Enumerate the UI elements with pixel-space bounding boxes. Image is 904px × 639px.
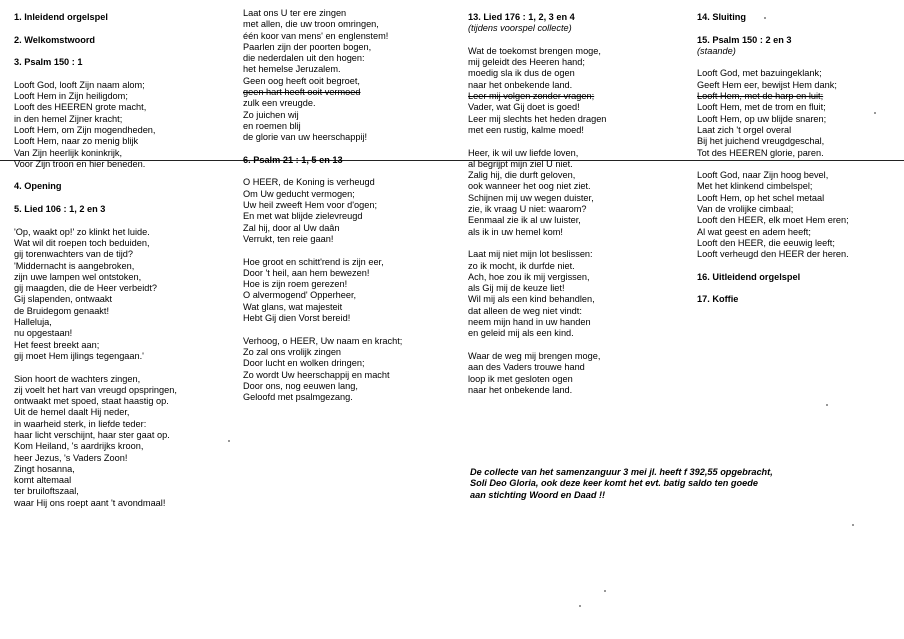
verse-line: Laat mij niet mijn lot beslissen: — [468, 249, 593, 260]
heading-15: 15. Psalm 150 : 2 en 3 — [697, 34, 792, 45]
verse-line: zo ik mocht, ik durfde niet. — [468, 260, 575, 271]
verse-line: naar het onbekende land. — [468, 384, 573, 395]
verse-line: Looft God, naar Zijn hoog bevel, — [697, 170, 829, 181]
verse-line: Eenmaal zie ik al uw luister, — [468, 215, 581, 226]
verse-line: Zingt hosanna, — [14, 463, 75, 474]
note-line: Soli Deo Gloria, ook deze keer komt het evt. batig saldo ten goede — [470, 478, 758, 489]
heading-4: 4. Opening — [14, 181, 62, 192]
verse-line: Het feest breekt aan; — [14, 339, 100, 350]
verse-line: de Bruidegom genaakt! — [14, 305, 110, 316]
heading-6: 6. Psalm 21 : 1, 5 en 13 — [243, 154, 343, 165]
verse-line: Halleluja, — [14, 317, 52, 328]
verse-line: naar het onbekende land. — [468, 79, 573, 90]
verse-line: ontwaakt met spoed, staat haastig op. — [14, 396, 169, 407]
verse-line: één koor van mens' en englenstem! — [243, 30, 389, 41]
verse-line: 'Op, waakt op!' zo klinkt het luide. — [14, 226, 150, 237]
verse-line: Tot des HEEREN glorie, paren. — [697, 147, 824, 158]
verse-line: ook wanneer het oog niet ziet. — [468, 181, 591, 192]
verse-line: loop ik met gesloten ogen — [468, 373, 573, 384]
verse-line: Van Zijn heerlijk koninkrijk, — [14, 147, 123, 158]
verse-line: Door lucht en wolken dringen; — [243, 358, 365, 369]
verse-line: Voor Zijn troon en hier beneden. — [14, 158, 146, 169]
verse-line: Al wat geest en adem heeft; — [697, 226, 811, 237]
verse-line: Hebt Gij dien Vorst bereid! — [243, 313, 351, 324]
verse-psalm150-2 — [697, 68, 902, 158]
verse-line: Geloofd met psalmgezang. — [243, 392, 353, 403]
heading-1: 1. Inleidend orgelspel — [14, 12, 108, 22]
verse-line: O HEER, de Koning is verheugd — [243, 177, 375, 188]
verse-line: Looft Hem, op uw blijde snaren; — [697, 113, 827, 124]
verse-line: en geleid mij als een kind. — [468, 328, 574, 339]
heading-16: 16. Uitleidend orgelspel — [697, 271, 801, 282]
verse-line: Looft God, met bazuingeklank; — [697, 68, 822, 79]
verse-lied176-4 — [468, 351, 693, 396]
note-line: De collecte van het samenzanguur 3 mei jl. heeft f 392,55 opgebracht, — [470, 467, 773, 477]
verse-line: 'Middernacht is aangebroken, — [14, 260, 135, 271]
verse-line: Hoe groot en schitt'rend is zijn eer, — [243, 256, 384, 267]
verse-line: Looft Hem, met de harp en luit; — [697, 91, 824, 102]
verse-line: Looft den HEER, die eeuwig leeft; — [697, 237, 835, 248]
verse-line: Van de vrolijke cimbaal; — [697, 204, 794, 215]
verse-line: Wat de toekomst brengen moge, — [468, 45, 601, 56]
scan-speck — [604, 590, 606, 592]
heading-13-subtitle: (tijdens voorspel collecte) — [468, 23, 572, 34]
verse-line: Wil mij als een kind behandlen, — [468, 294, 595, 305]
verse-line: komt altemaal — [14, 475, 72, 486]
verse-line: als Gij mij de keuze liet! — [468, 283, 565, 294]
column-1 — [14, 12, 239, 509]
scan-speck — [852, 524, 854, 526]
verse-line: Schijnen mij uw wegen duister, — [468, 192, 594, 203]
column-2 — [243, 8, 468, 403]
verse-line: Leer mij volgen zonder vragen; — [468, 91, 595, 102]
note-line: aan stichting Woord en Daad !! — [470, 489, 606, 500]
verse-lied176-3 — [468, 249, 693, 339]
verse-line: Looft des HEEREN grote macht, — [14, 102, 147, 113]
verse-line: Looft Hem, op het schel metaal — [697, 192, 825, 203]
verse-line: zulk een vreugde. — [243, 98, 316, 109]
verse-line: Waar de weg mij brengen moge, — [468, 350, 601, 361]
verse-line: ter bruiloftszaal, — [14, 486, 79, 497]
verse-line: Wat wil dit roepen toch beduiden, — [14, 237, 150, 248]
verse-psalm150-1 — [14, 80, 239, 170]
verse-line: haar licht verschijnt, haar ster gaat op. — [14, 429, 170, 440]
verse-line: Om Uw geducht vermogen; — [243, 188, 355, 199]
heading-17: 17. Koffie — [697, 294, 739, 305]
verse-line: En met wat blijde zielevreugd — [243, 211, 363, 222]
heading-14: 14. Sluiting — [697, 12, 747, 22]
column-4 — [697, 12, 902, 306]
verse-line: het hemelse Jeruzalem. — [243, 64, 341, 75]
verse-line: Geeft Hem eer, bewijst Hem dank; — [697, 79, 837, 90]
verse-line: Verrukt, ten reie gaan! — [243, 233, 334, 244]
verse-line: Zo juichen wij — [243, 109, 299, 120]
verse-line: met allen, die uw troon omringen, — [243, 19, 379, 30]
verse-line: aan des Vaders trouwe hand — [468, 362, 585, 373]
verse-line: Sion hoort de wachters zingen, — [14, 373, 141, 384]
scan-speck — [874, 112, 876, 114]
verse-line: waar Hij ons roept aant 't avondmaal! — [14, 497, 166, 508]
heading-15-subtitle: (staande) — [697, 45, 736, 56]
heading-2: 2. Welkomstwoord — [14, 34, 96, 45]
verse-line: Looft Hem, om Zijn mogendheden, — [14, 124, 156, 135]
verse-line: Leer mij slechts het heden dragen — [468, 113, 607, 124]
verse-lied176-1 — [468, 46, 693, 136]
verse-line: Paarlen zijn der poorten bogen, — [243, 41, 372, 52]
verse-line: gij maagden, die de Heer verbeidt? — [14, 283, 158, 294]
verse-line: Laat zich 't orgel overal — [697, 124, 792, 135]
verse-lied176-2 — [468, 148, 693, 238]
verse-line: Zo zal ons vrolijk zingen — [243, 346, 342, 357]
verse-line: Vader, wat Gij doet is goed! — [468, 102, 580, 113]
scan-speck — [826, 404, 828, 406]
verse-line: dat alleen de weg niet vindt: — [468, 305, 582, 316]
scan-speck — [579, 605, 581, 607]
verse-line: Laat ons U ter ere zingen — [243, 8, 347, 18]
verse-line: Looft Hem, naar zo menig blijk — [14, 136, 139, 147]
collection-note — [470, 467, 890, 501]
verse-line: Heer, ik wil uw liefde loven, — [468, 147, 579, 158]
verse-line: Geen oog heeft ooit begroet, — [243, 75, 360, 86]
verse-lied106-1 — [14, 227, 239, 363]
verse-line: Kom Heiland, 's aardrijks kroon, — [14, 441, 144, 452]
verse-line: Gij slapenden, ontwaakt — [14, 294, 113, 305]
verse-line: moedig sla ik dus de ogen — [468, 68, 575, 79]
verse-lied106-2 — [14, 374, 239, 510]
verse-line: Zal hij, door al Uw daân — [243, 222, 340, 233]
verse-line: Looft Hem, met de trom en fluit; — [697, 102, 826, 113]
verse-line: geen hart heeft ooit vermoed — [243, 87, 361, 98]
verse-line: gij moet Hem ijlings tegengaan.' — [14, 350, 144, 361]
heading-5: 5. Lied 106 : 1, 2 en 3 — [14, 204, 106, 215]
verse-line: al begrijpt mijn ziel U niet. — [468, 158, 573, 169]
verse-line: Bij het juichend vreugdgeschal, — [697, 136, 825, 147]
heading-3: 3. Psalm 150 : 1 — [14, 57, 83, 68]
verse-line: met een rustig, kalme moed! — [468, 124, 584, 135]
verse-line: Hoe is zijn roem gerezen! — [243, 279, 348, 290]
verse-line: Uit de hemel daalt Hij neder, — [14, 407, 130, 418]
verse-line: O alvermogend' Opperheer, — [243, 290, 357, 301]
verse-line: Uw heil zweeft Hem voor d'ogen; — [243, 200, 378, 211]
verse-line: zijn uwe lampen wel ontstoken, — [14, 271, 142, 282]
verse-psalm21-5 — [243, 257, 468, 325]
verse-line: in den hemel Zijner kracht; — [14, 113, 123, 124]
verse-lied106-3 — [243, 8, 468, 144]
verse-line: Looft God, looft Zijn naam alom; — [14, 79, 145, 90]
verse-line: heer Jezus, 's Vaders Zoon! — [14, 452, 128, 463]
verse-line: Met het klinkend cimbelspel; — [697, 181, 813, 192]
verse-line: Zalig hij, die durft geloven, — [468, 170, 576, 181]
verse-line: die nederdalen uit den hogen: — [243, 53, 365, 64]
verse-line: zij voelt het hart van vreugd opspringen, — [14, 384, 177, 395]
verse-line: als ik in uw hemel kom! — [468, 226, 563, 237]
verse-line: Verhoog, o HEER, Uw naam en kracht; — [243, 335, 403, 346]
verse-line: Ach, hoe zou ik mij vergissen, — [468, 271, 590, 282]
verse-line: Door ons, nog eeuwen lang, — [243, 380, 358, 391]
column-3 — [468, 12, 693, 396]
verse-line: in waarheid sterk, in liefde teder: — [14, 418, 147, 429]
verse-line: Looft den HEER, elk moet Hem eren; — [697, 215, 849, 226]
verse-line: nu opgestaan! — [14, 328, 73, 339]
verse-line: de glorie van uw heerschappij! — [243, 132, 368, 143]
verse-line: Zo wordt Uw heerschappij en macht — [243, 369, 390, 380]
verse-line: zie, ik vraag U niet: waarom? — [468, 204, 587, 215]
scan-speck — [764, 17, 766, 19]
verse-line: en roemen blij — [243, 120, 301, 131]
verse-line: Looft Hem in Zijn heiligdom; — [14, 91, 128, 102]
verse-psalm150-3 — [697, 170, 902, 260]
verse-line: gij torenwachters van de tijd? — [14, 249, 133, 260]
verse-psalm21-1 — [243, 177, 468, 245]
verse-line: neem mijn hand in uw handen — [468, 317, 591, 328]
verse-psalm21-13 — [243, 336, 468, 404]
scan-speck — [228, 440, 230, 442]
verse-line: Door 't heil, aan hem bewezen! — [243, 267, 370, 278]
verse-line: Looft verheugd den HEER der heren. — [697, 249, 849, 260]
verse-line: mij geleidt des Heeren hand; — [468, 57, 585, 68]
verse-line: Wat glans, wat majesteit — [243, 301, 343, 312]
heading-13: 13. Lied 176 : 1, 2, 3 en 4 — [468, 12, 575, 22]
